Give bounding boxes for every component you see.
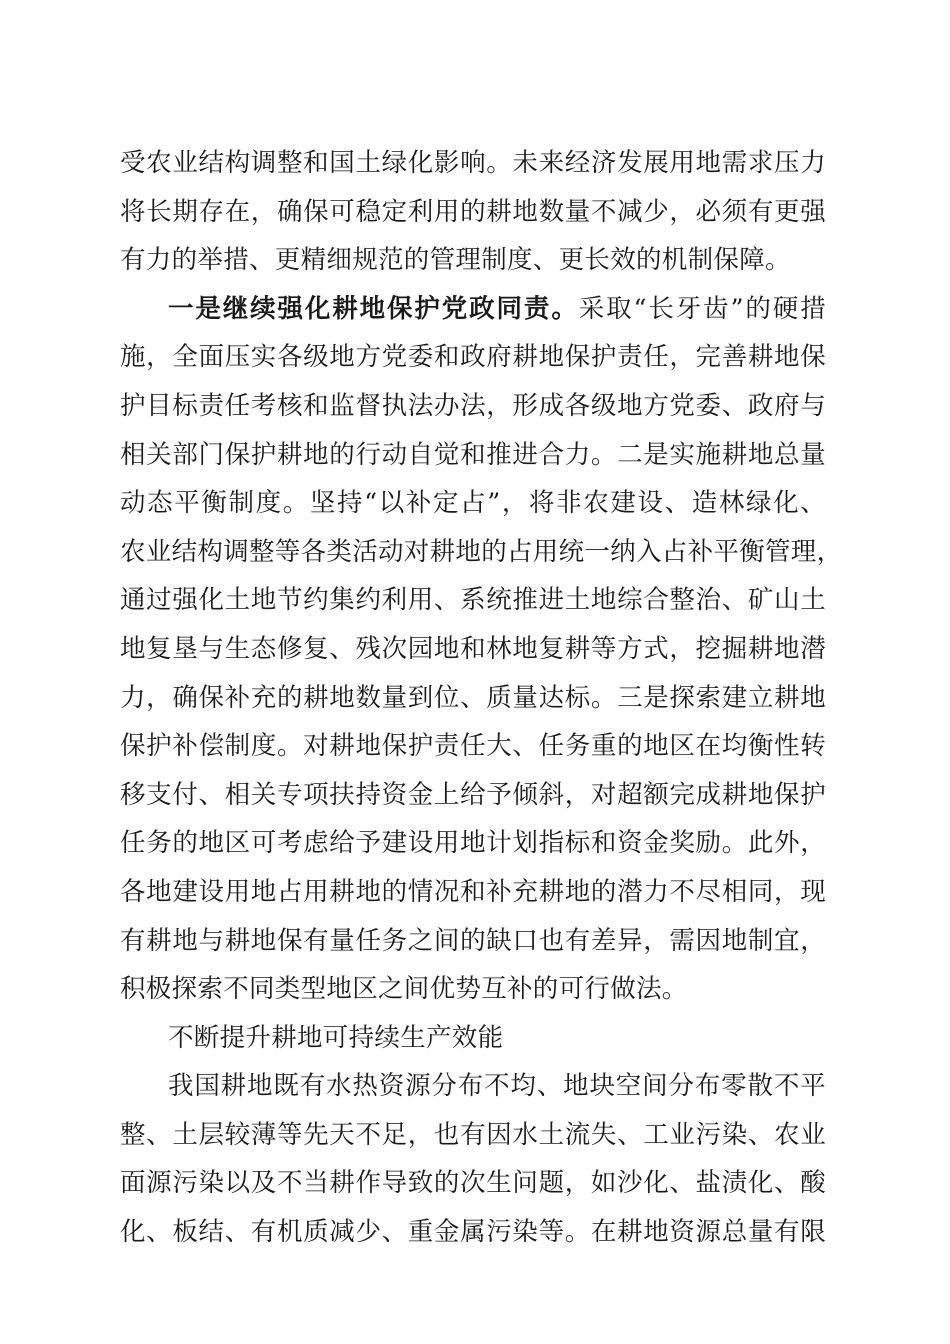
paragraph-line: 有力的举措、更精细规范的管理制度、更长效的机制保障。: [120, 245, 791, 276]
paragraph-line: 任务的地区可考虑给予建设用地计划指标和资金奖励。此外，: [120, 828, 826, 859]
paragraph-line: 受农业结构调整和国土绿化影响。未来经济发展用地需求压力: [120, 148, 826, 178]
paragraph-line: 将长期存在，确保可稳定利用的耕地数量不减少，必须有更强: [120, 196, 826, 227]
paragraph-line: 通过强化土地节约集约利用、系统推进土地综合整治、矿山土: [120, 585, 826, 616]
paragraph-line: 积极探索不同类型地区之间优势互补的可行做法。: [120, 974, 688, 1005]
paragraph-line: 相关部门保护耕地的行动自觉和推进合力。二是实施耕地总量: [120, 439, 826, 470]
paragraph-line: [120, 285, 826, 334]
paragraph-line: 整、土层较薄等先天不足，也有因水土流失、工业污染、农业: [120, 1119, 826, 1150]
paragraph-line: 各地建设用地占用耕地的情况和补充耕地的潜力不尽相同，现: [120, 876, 826, 907]
paragraph-line: 力，确保补充的耕地数量到位、质量达标。三是探索建立耕地: [120, 682, 826, 713]
paragraph-line: 动态平衡制度。坚持“以补定占”，将非农建设、造林绿化、: [120, 488, 826, 519]
paragraph-line: 面源污染以及不当耕作导致的次生问题，如沙化、盐渍化、酸: [120, 1168, 826, 1199]
section-heading: 不断提升耕地可持续生产效能: [168, 1022, 504, 1053]
paragraph-line: 移支付、相关专项扶持资金上给予倾斜，对超额完成耕地保护: [120, 779, 826, 810]
paragraph-line: 化、板结、有机质减少、重金属污染等。在耕地资源总量有限: [120, 1217, 826, 1248]
paragraph-line: 有耕地与耕地保有量任务之间的缺口也有差异，需因地制宜，: [120, 925, 826, 956]
paragraph-line: 护目标责任考核和监督执法办法，形成各级地方党委、政府与: [120, 390, 826, 421]
paragraph-line: 农业结构调整等各类活动对耕地的占用统一纳入占补平衡管理，: [120, 536, 843, 567]
body-text: [120, 139, 843, 1257]
paragraph-line: 地复垦与生态修复、残次园地和林地复耕等方式，挖掘耕地潜: [120, 633, 826, 664]
line-text: 采取“长牙齿”的硬措: [578, 293, 826, 324]
paragraph-line: 我国耕地既有水热资源分布不均、地块空间分布零散不平: [168, 1071, 826, 1102]
paragraph-line: 保护补偿制度。对耕地保护责任大、任务重的地区在均衡性转: [120, 731, 826, 762]
bold-lead-sentence: 一是继续强化耕地保护党政同责。: [168, 293, 579, 324]
paragraph-line: 施，全面压实各级地方党委和政府耕地保护责任，完善耕地保: [120, 342, 826, 373]
